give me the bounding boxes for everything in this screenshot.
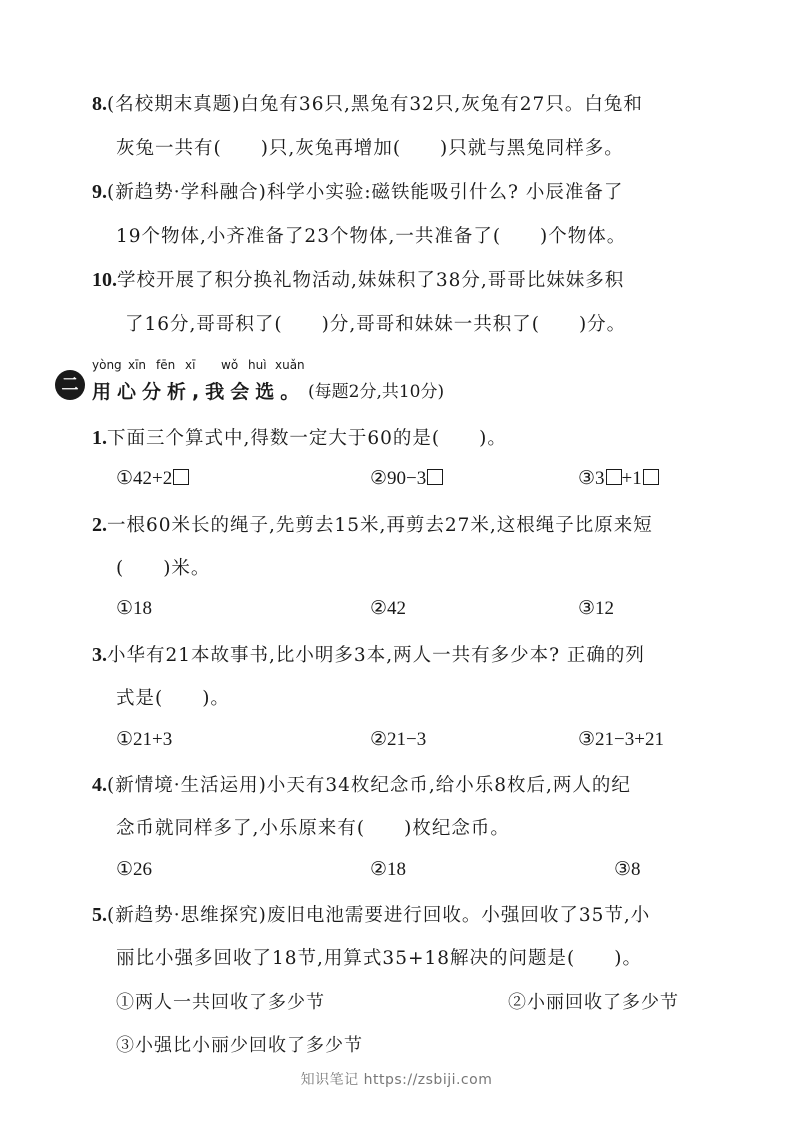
choice-5-option-3: ③小强比小丽少回收了多少节 — [116, 1035, 363, 1056]
choice-4-option-1: ①26 — [116, 859, 153, 880]
choice-1-option-3: ③3 +1 — [578, 467, 659, 490]
choice-2-line-1 — [92, 511, 653, 537]
question-9-line-2: 19个物体,小齐准备了23个物体,一共准备了( )个物体。 — [116, 226, 627, 247]
choice-4-option-2: ②18 — [370, 859, 407, 880]
choice-4-option-3: ③8 — [614, 859, 641, 880]
choice-2-option-3: ③12 — [578, 598, 615, 619]
pinyin-yong: yòng — [92, 358, 122, 372]
pinyin-hui: huì — [248, 358, 267, 372]
blank-box — [427, 469, 443, 485]
section-number-badge: 二 — [55, 370, 85, 400]
choice-3-option-2: ②21−3 — [370, 729, 427, 750]
choice-5-line-2: 丽比小强多回收了18节,用算式35+18解决的问题是( )。 — [116, 948, 642, 969]
question-number: 2. — [92, 514, 107, 536]
question-number: 3. — [92, 644, 107, 666]
choice-5-line-1 — [92, 901, 650, 927]
pinyin-wo: wǒ — [221, 358, 239, 372]
question-10-line-1 — [92, 266, 624, 292]
pinyin-xin: xīn — [128, 358, 147, 372]
pinyin-xuan: xuǎn — [275, 358, 305, 372]
question-number: 4. — [92, 774, 107, 796]
blank-box — [606, 469, 622, 485]
question-number: 5. — [92, 904, 107, 926]
question-text: (新趋势·学科融合)科学小实验:磁铁能吸引什么? 小辰准备了 — [107, 182, 624, 203]
question-text: 学校开展了积分换礼物活动,妹妹积了38分,哥哥比妹妹多积 — [117, 270, 625, 291]
choice-4-line-1 — [92, 771, 631, 797]
choice-2-option-2: ②42 — [370, 598, 407, 619]
choice-5-option-1: ①两人一共回收了多少节 — [116, 992, 325, 1013]
question-number: 9. — [92, 181, 107, 203]
question-number: 10. — [92, 269, 117, 291]
section-score: (每题2分,共10分) — [308, 382, 445, 402]
choice-3-line-1 — [92, 641, 645, 667]
question-text: 一根60米长的绳子,先剪去15米,再剪去27米,这根绳子比原来短 — [107, 515, 653, 536]
question-text: (新情境·生活运用)小天有34枚纪念币,给小乐8枚后,两人的纪 — [107, 775, 631, 796]
choice-5-option-2: ②小丽回收了多少节 — [508, 992, 679, 1013]
pinyin-fen: fēn — [156, 358, 176, 372]
choice-2-option-1: ①18 — [116, 598, 153, 619]
question-number: 1. — [92, 427, 107, 449]
question-text: (新趋势·思维探究)废旧电池需要进行回收。小强回收了35节,小 — [107, 905, 651, 926]
choice-3-option-3: ③21−3+21 — [578, 729, 664, 750]
blank-box — [173, 469, 189, 485]
question-8-line-1 — [92, 90, 643, 116]
question-text: (名校期末真题)白兔有36只,黑兔有32只,灰兔有27只。白兔和 — [107, 94, 643, 115]
choice-1-option-2: ②90−3 — [370, 467, 443, 490]
question-text: 下面三个算式中,得数一定大于60的是( )。 — [107, 428, 507, 449]
question-10-line-2: 了16分,哥哥积了( )分,哥哥和妹妹一共积了( )分。 — [125, 314, 627, 335]
choice-4-line-2: 念币就同样多了,小乐原来有( )枚纪念币。 — [116, 818, 510, 839]
question-8-line-2: 灰兔一共有( )只,灰兔再增加( )只就与黑兔同样多。 — [116, 138, 624, 159]
choice-3-option-1: ①21+3 — [116, 729, 173, 750]
pinyin-xi: xī — [185, 358, 196, 372]
choice-1-option-1: ①42+2 — [116, 467, 189, 490]
choice-2-line-2: ( )米。 — [116, 558, 211, 579]
question-number: 8. — [92, 93, 107, 115]
question-9-line-1 — [92, 178, 623, 204]
section-title: 用心分析,我会选。 — [92, 381, 306, 403]
question-text: 小华有21本故事书,比小明多3本,两人一共有多少本? 正确的列 — [107, 645, 645, 666]
blank-box — [643, 469, 659, 485]
footer-watermark: 知识笔记 https://zsbiji.com — [300, 1072, 493, 1088]
choice-3-line-2: 式是( )。 — [116, 688, 230, 709]
choice-1-line-1 — [92, 424, 507, 450]
